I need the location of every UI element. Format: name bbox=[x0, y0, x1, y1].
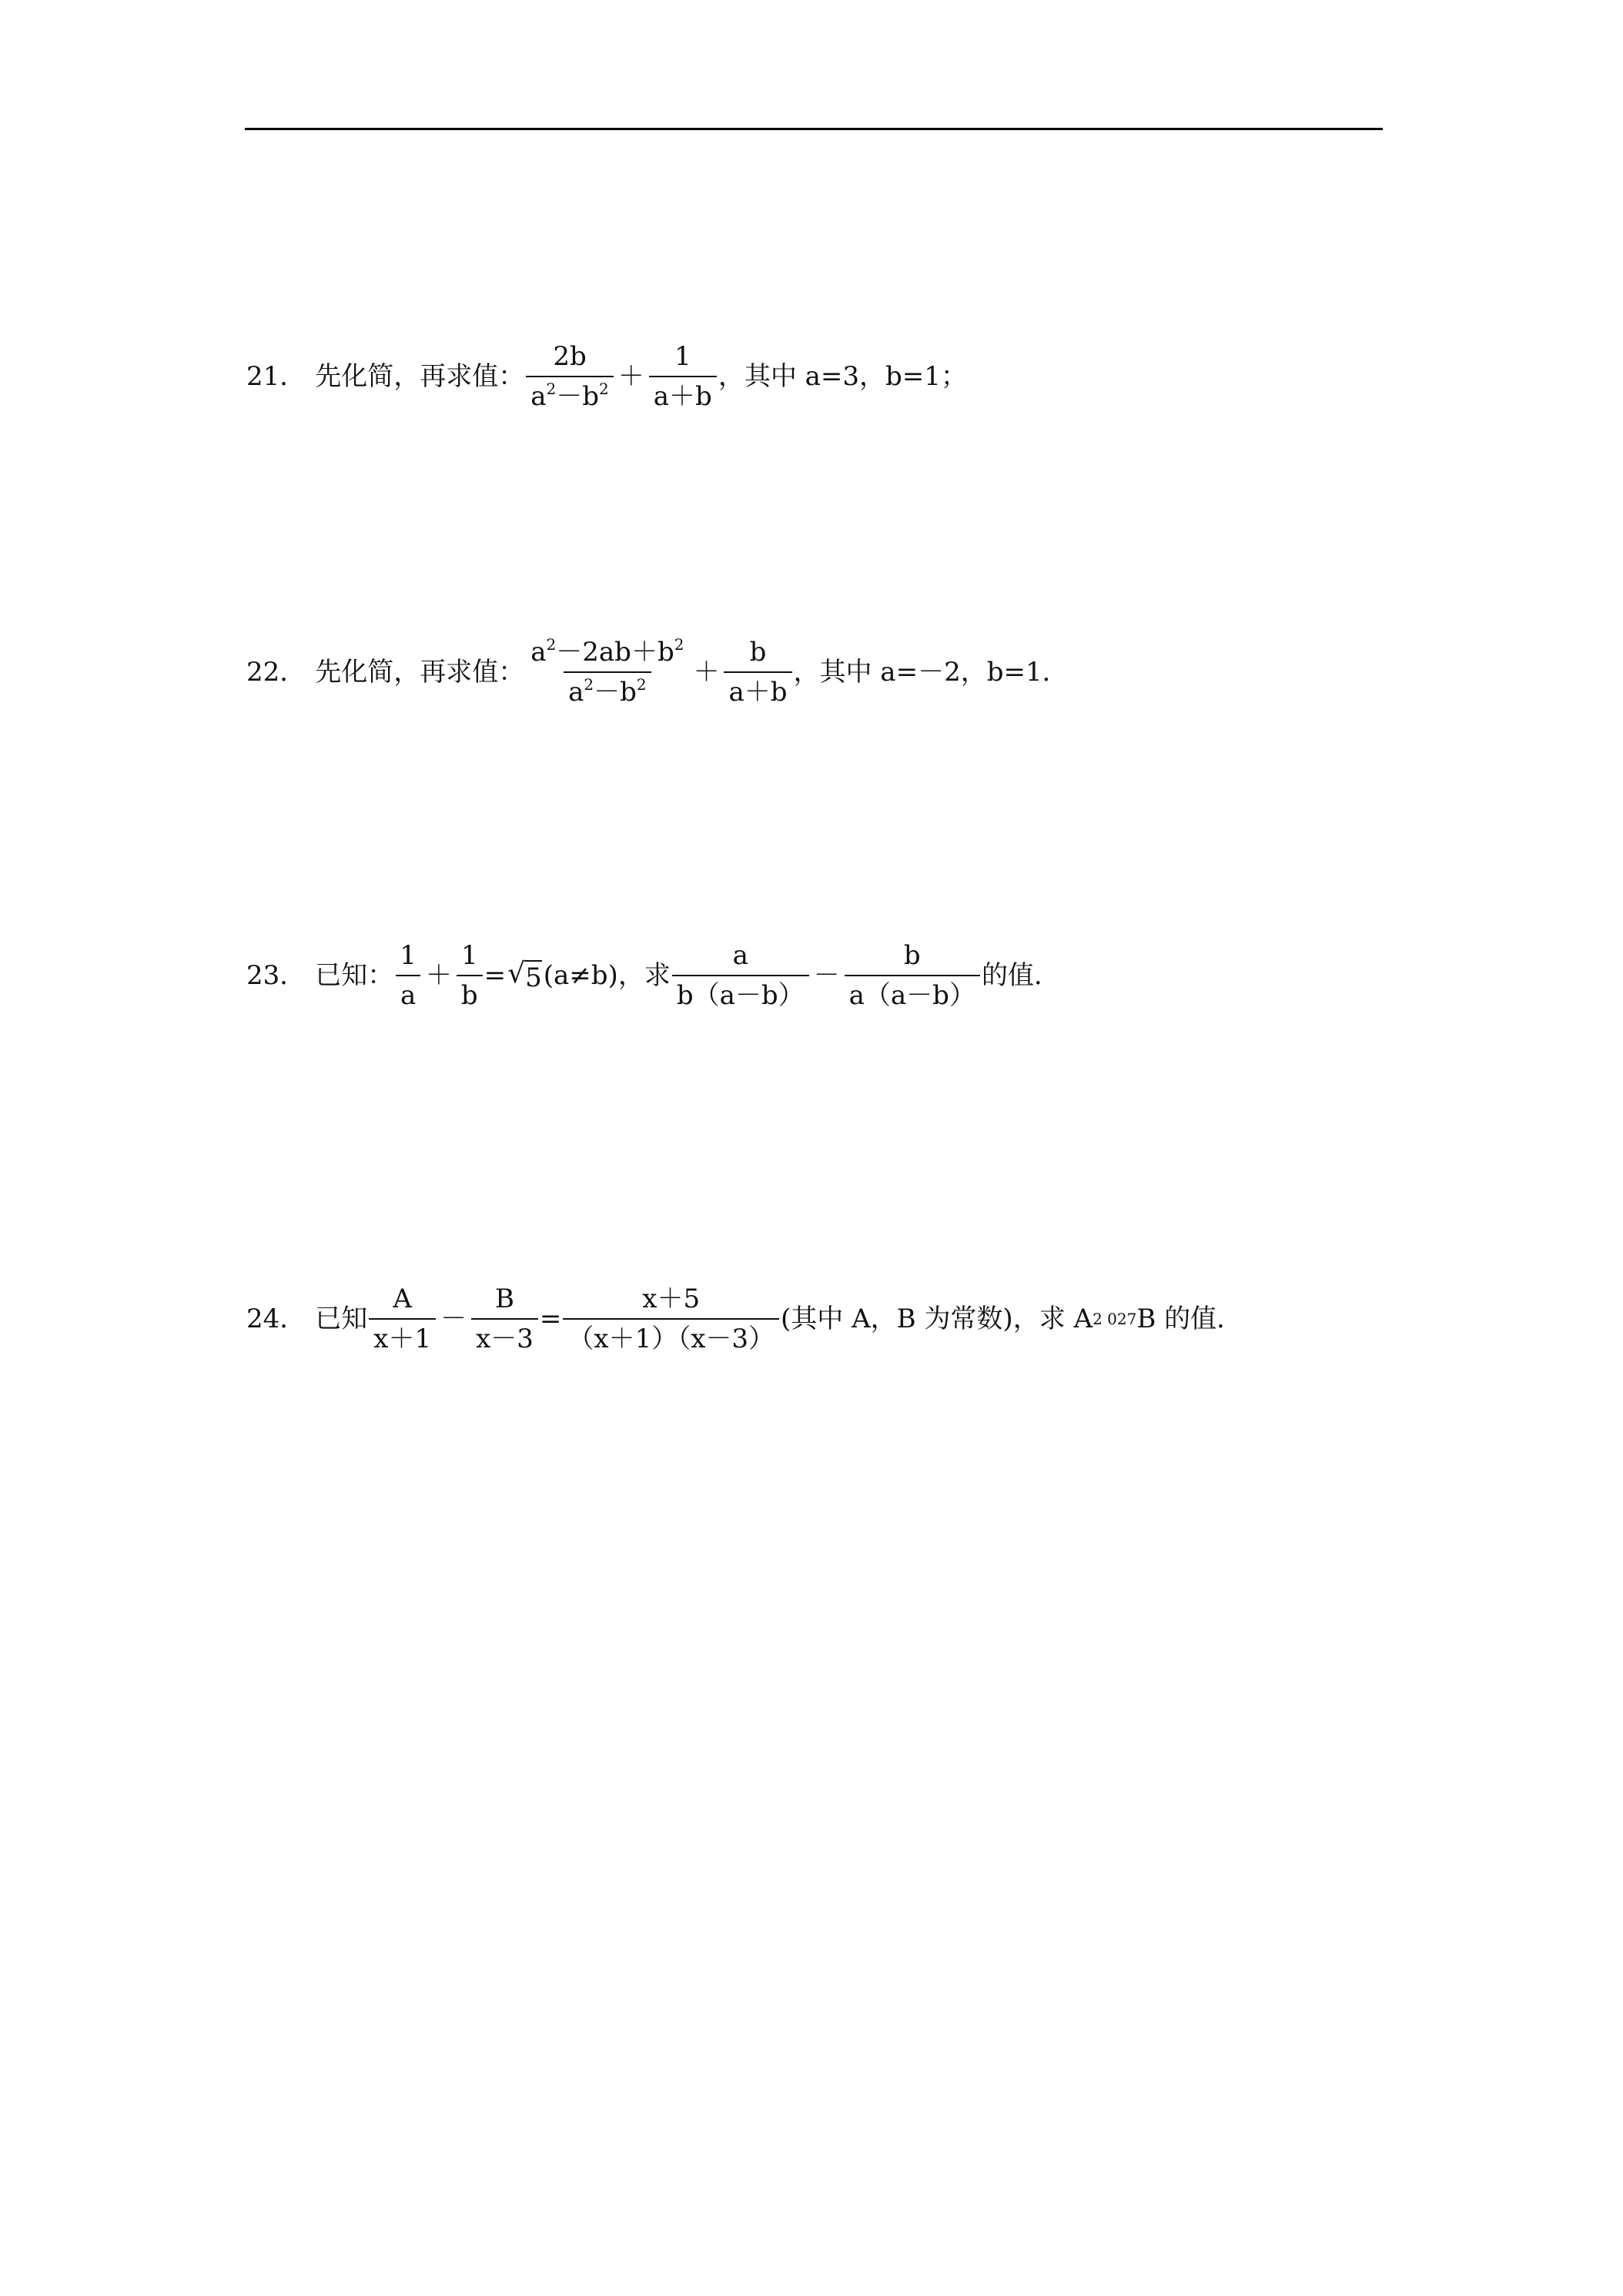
numerator: A bbox=[393, 1284, 412, 1314]
radical-sign-icon: √ bbox=[507, 958, 526, 989]
numerator: $a^2-2ab+b^2$ bbox=[530, 635, 684, 668]
numerator: x＋5 bbox=[642, 1284, 701, 1314]
problem-number: 21． bbox=[246, 361, 306, 392]
problem-prefix: 已知 bbox=[315, 1304, 368, 1334]
equals-sign: = bbox=[539, 1304, 562, 1334]
numerator: b bbox=[749, 637, 767, 668]
fraction bbox=[369, 1286, 436, 1352]
numerator: 2b bbox=[553, 341, 587, 372]
denominator: （x＋1）（x－3） bbox=[563, 1318, 779, 1352]
fraction bbox=[649, 343, 717, 410]
denominator: a bbox=[396, 975, 420, 1009]
square-root bbox=[507, 960, 542, 991]
denominator: a＋b bbox=[724, 671, 791, 705]
denominator: x－3 bbox=[471, 1318, 538, 1352]
problem-22 bbox=[246, 635, 1069, 708]
denominator: a（a－b） bbox=[845, 975, 980, 1009]
radicand: 5 bbox=[525, 960, 542, 991]
numerator: 1 bbox=[400, 940, 417, 971]
numerator: 1 bbox=[674, 341, 691, 372]
numerator: b bbox=[903, 940, 921, 971]
problem-number: 23． bbox=[246, 960, 306, 991]
numerator: B bbox=[494, 1284, 514, 1314]
fraction bbox=[845, 942, 980, 1009]
equals-sign: = bbox=[484, 960, 507, 991]
problem-number: 22． bbox=[246, 657, 306, 688]
problem-24: 24． 已知 $\frac{A}{x+1}$ － $\frac{B}{x-3}$ = $\frac{x+5}{(x+1)(x-3)}$ (其中 A，B 为常数)，求 A 2 027 B 的值． bbox=[246, 1284, 1243, 1354]
numerator: 1 bbox=[460, 940, 478, 971]
problem-mid-text: (其中 A，B 为常数)，求 A bbox=[781, 1304, 1093, 1334]
fraction bbox=[724, 637, 791, 708]
problem-suffix: 的值． bbox=[981, 960, 1060, 991]
operator: ＋ bbox=[693, 657, 720, 688]
fraction bbox=[526, 343, 614, 410]
operator: ＋ bbox=[617, 361, 644, 392]
problem-suffix: ，其中 a=3，b=1； bbox=[718, 361, 967, 392]
denominator: b（a－b） bbox=[672, 975, 809, 1009]
denominator: x＋1 bbox=[369, 1318, 436, 1352]
fraction bbox=[395, 942, 421, 1009]
operator: － bbox=[813, 960, 840, 991]
denominator: a＋b bbox=[649, 376, 717, 410]
problem-suffix: B 的值． bbox=[1136, 1304, 1243, 1334]
fraction bbox=[563, 1286, 779, 1352]
problem-suffix: ，其中 a=－2，b=1． bbox=[793, 657, 1069, 688]
problem-prefix: 先化简，再求值： bbox=[315, 657, 525, 688]
problem-prefix: 先化简，再求值： bbox=[315, 361, 525, 392]
denominator: $a^2-b^2$ bbox=[526, 376, 614, 410]
header-rule bbox=[245, 128, 1383, 130]
operator: － bbox=[440, 1304, 467, 1334]
problem-23 bbox=[246, 942, 1060, 1009]
fraction bbox=[526, 635, 688, 708]
fraction bbox=[471, 1286, 538, 1352]
operator: ＋ bbox=[425, 960, 452, 991]
denominator: b bbox=[457, 975, 483, 1009]
denominator: $a^2-b^2$ bbox=[564, 671, 651, 705]
numerator: a bbox=[732, 940, 748, 971]
condition-text: (a≠b)，求 bbox=[543, 960, 671, 991]
fraction bbox=[672, 942, 809, 1009]
problem-21 bbox=[246, 343, 967, 410]
problem-number: 24． bbox=[246, 1304, 306, 1334]
fraction bbox=[457, 942, 483, 1009]
problem-prefix: 已知： bbox=[315, 960, 394, 991]
